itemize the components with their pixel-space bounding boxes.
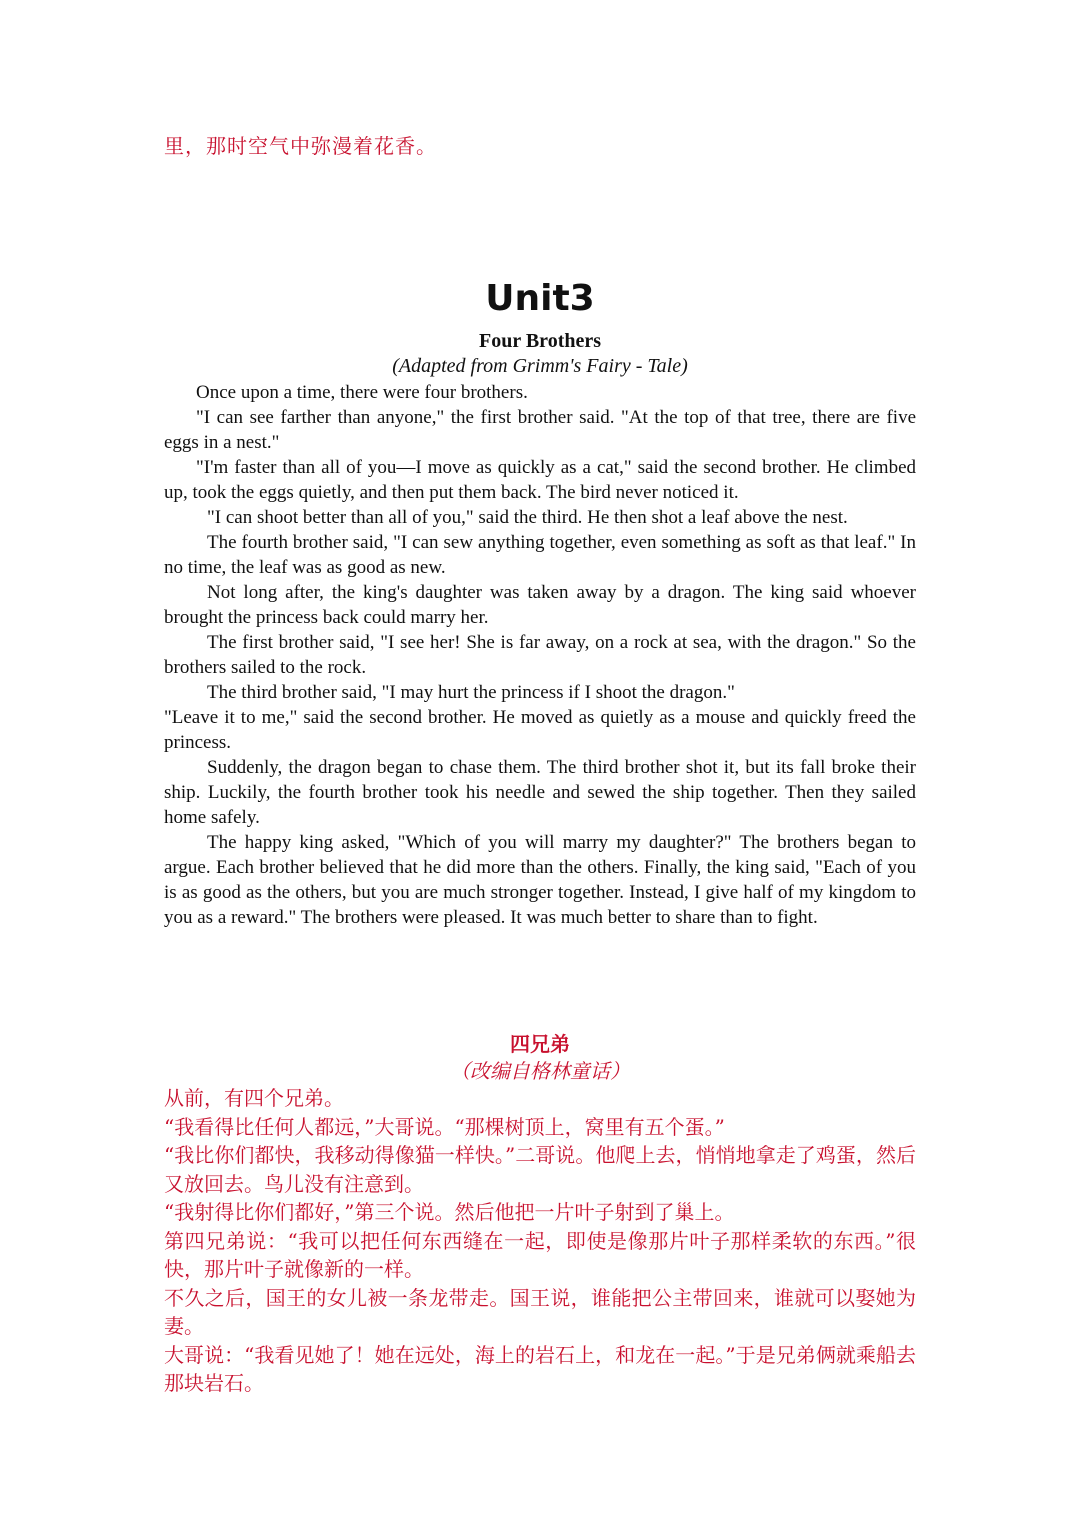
english-paragraph: "I can shoot better than all of you," said the third. He then shot a leaf above the nest. — [207, 507, 848, 528]
english-paragraph: The fourth brother said, "I can sew anything together, even something as soft as that leaf." In no time, the leaf was as good as new. — [164, 532, 916, 578]
english-paragraph: Once upon a time, there were four brothers. — [196, 382, 528, 403]
english-paragraph: The happy king asked, "Which of you will marry my daughter?" The brothers began to argue. Each brother believed that he did more than the others. Finally, the king said, "Each of you is as good as the others, but you are much stronger together. Instead, I give half of my kingdom to you as a reward." The brothers were pleased. It was much better to share than to fight. — [164, 832, 916, 928]
chinese-paragraph: “我射得比你们都好，”第三个说。然后他把一片叶子射到了巢上。 — [164, 1200, 735, 1224]
english-paragraph: "I'm faster than all of you—I move as quickly as a cat," said the second brother. He climbed up, took the eggs quietly, and then put them back. The bird never noticed it. — [164, 457, 916, 503]
chinese-paragraph: 从前，有四个兄弟。 — [164, 1086, 344, 1110]
english-paragraph: "I can see farther than anyone," the first brother said. "At the top of that tree, there are five eggs in a nest." — [164, 407, 916, 453]
english-paragraph: Suddenly, the dragon began to chase them. The third brother shot it, but its fall broke their ship. Luckily, the fourth brother took his needle and sewed the ship together. Then they sailed home safely. — [164, 757, 916, 828]
chinese-story-subtitle: （改编自格林童话） — [450, 1059, 630, 1083]
chinese-paragraph: 不久之后，国王的女儿被一条龙带走。国王说，谁能把公主带回来，谁就可以娶她为妻。 — [164, 1285, 916, 1338]
chinese-paragraph: 大哥说：“我看见她了！她在远处，海上的岩石上，和龙在一起。”于是兄弟俩就乘船去那块岩石。 — [164, 1342, 916, 1395]
english-story-body — [164, 380, 916, 930]
chinese-paragraph: “我比你们都快，我移动得像猫一样快。”二哥说。他爬上去，悄悄地拿走了鸡蛋，然后又放回去。鸟儿没有注意到。 — [164, 1143, 916, 1196]
english-story-title: Four Brothers — [478, 330, 602, 352]
chinese-paragraph: “我看得比任何人都远，”大哥说。“那棵树顶上，窝里有五个蛋。” — [164, 1114, 725, 1139]
chinese-story-body — [164, 1084, 916, 1398]
unit-title: Unit3 — [485, 278, 595, 319]
english-paragraph: The first brother said, "I see her! She is far away, on a rock at sea, with the dragon." So the brothers sailed to the rock. — [164, 632, 916, 678]
english-story-subtitle: (Adapted from Grimm's Fairy - Tale) — [392, 355, 688, 377]
english-paragraph: "Leave it to me," said the second brother. He moved as quietly as a mouse and quickly freed the princess. — [164, 707, 916, 753]
chinese-story-title: 四兄弟 — [510, 1032, 570, 1056]
chinese-paragraph: 第四兄弟说：“我可以把任何东西缝在一起，即使是像那片叶子那样柔软的东西。”很快，那片叶子就像新的一样。 — [164, 1228, 916, 1281]
english-paragraph: The third brother said, "I may hurt the princess if I shoot the dragon." — [207, 682, 735, 703]
english-paragraph: Not long after, the king's daughter was taken away by a dragon. The king said whoever brought the princess back could marry her. — [164, 582, 916, 628]
continued-chinese-line: 里，那时空气中弥漫着花香。 — [164, 134, 437, 158]
